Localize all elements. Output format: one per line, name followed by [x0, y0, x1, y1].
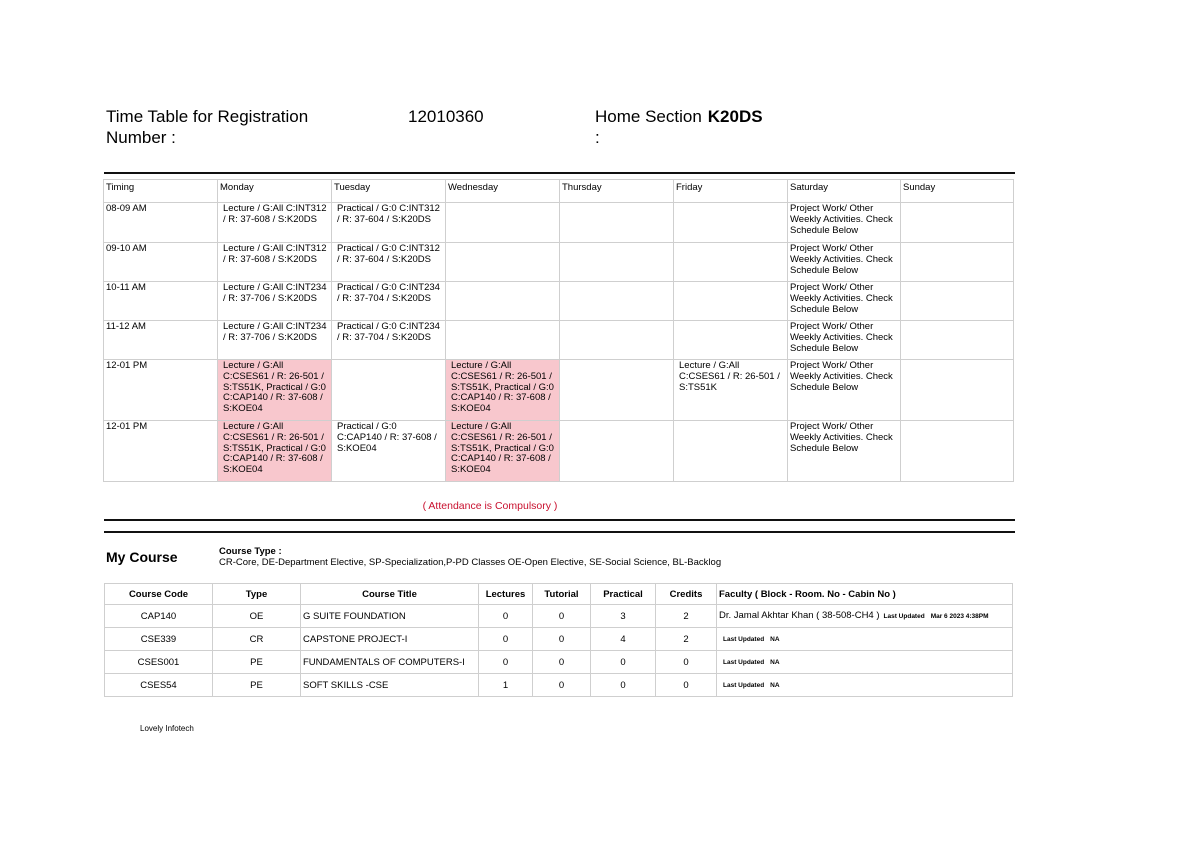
- timetable-row: [104, 360, 1014, 421]
- faculty-name: Dr. Jamal Akhtar Khan ( 38-508-CH4 ): [719, 610, 880, 621]
- last-updated-value: NA: [770, 682, 780, 689]
- last-updated-label: Last Updated: [723, 636, 765, 643]
- course-tutorial: 0: [533, 674, 591, 697]
- col-credits: Credits: [656, 584, 717, 605]
- slot-cell: [218, 321, 332, 360]
- col-tutorial: Tutorial: [533, 584, 591, 605]
- course-code: CAP140: [105, 605, 213, 628]
- timetable-row: [104, 421, 1014, 482]
- course-faculty: [717, 651, 1013, 674]
- col-timing: Timing: [104, 180, 218, 203]
- col-course-title: Course Title: [301, 584, 479, 605]
- slot-cell: [218, 282, 332, 321]
- slot-cell: [218, 243, 332, 282]
- col-practical: Practical: [591, 584, 656, 605]
- last-updated-value: NA: [770, 636, 780, 643]
- slot-cell: [674, 360, 788, 421]
- timing-cell: 10-11 AM: [104, 282, 218, 321]
- slot-cell: [332, 421, 446, 482]
- timetable-grid: [103, 179, 1014, 482]
- course-row: [105, 651, 1013, 674]
- course-row: [105, 628, 1013, 651]
- course-code: CSES001: [105, 651, 213, 674]
- slot-text: Practical / G:0 C:INT234 / R: 37-704 / S:K20DS: [337, 282, 440, 304]
- course-table: [104, 583, 1013, 697]
- course-credits: 0: [656, 651, 717, 674]
- course-code: CSE339: [105, 628, 213, 651]
- slot-text: Lecture / G:All C:CSES61 / R: 26-501 / S:TS51K, Practical / G:0 C:CAP140 / R: 37-608 / S:KOE04: [223, 360, 326, 415]
- timetable-row: [104, 203, 1014, 243]
- timetable-row: [104, 243, 1014, 282]
- slot-cell: [332, 282, 446, 321]
- slot-cell: [901, 243, 1014, 282]
- slot-cell: [446, 243, 560, 282]
- home-section-value: K20DS: [707, 107, 763, 126]
- course-practical: 4: [591, 628, 656, 651]
- slot-text: Lecture / G:All C:INT234 / R: 37-706 / S:K20DS: [223, 282, 327, 304]
- slot-text: Practical / G:0 C:INT234 / R: 37-704 / S:K20DS: [337, 321, 440, 343]
- course-row: [105, 674, 1013, 697]
- slot-cell: Project Work/ Other Weekly Activities. Check Schedule Below: [788, 243, 901, 282]
- timing-cell: 08-09 AM: [104, 203, 218, 243]
- slot-cell-clash: [218, 360, 332, 421]
- course-credits: 2: [656, 628, 717, 651]
- slot-cell: [674, 282, 788, 321]
- slot-cell: Project Work/ Other Weekly Activities. Check Schedule Below: [788, 421, 901, 482]
- home-section-colon: :: [595, 128, 600, 147]
- course-credits: 2: [656, 605, 717, 628]
- col-monday: Monday: [218, 180, 332, 203]
- course-practical: 0: [591, 651, 656, 674]
- slot-cell: [332, 321, 446, 360]
- course-lectures: 0: [479, 605, 533, 628]
- course-title: CAPSTONE PROJECT-I: [301, 628, 479, 651]
- col-thursday: Thursday: [560, 180, 674, 203]
- timetable-row: [104, 321, 1014, 360]
- last-updated-label: Last Updated: [723, 682, 765, 689]
- timetable-header-row: [104, 180, 1014, 203]
- course-title: FUNDAMENTALS OF COMPUTERS-I: [301, 651, 479, 674]
- course-lectures: 1: [479, 674, 533, 697]
- slot-cell: Project Work/ Other Weekly Activities. Check Schedule Below: [788, 282, 901, 321]
- slot-cell: [446, 282, 560, 321]
- course-faculty: [717, 674, 1013, 697]
- col-faculty: Faculty ( Block - Room. No - Cabin No ): [717, 584, 1013, 605]
- slot-text: Lecture / G:All C:CSES61 / R: 26-501 / S:TS51K, Practical / G:0 C:CAP140 / R: 37-608 / S:KOE04: [451, 421, 554, 476]
- slot-cell: [332, 243, 446, 282]
- timing-cell: 09-10 AM: [104, 243, 218, 282]
- header-divider: [104, 172, 1015, 174]
- course-title: SOFT SKILLS -CSE: [301, 674, 479, 697]
- slot-cell: [560, 321, 674, 360]
- slot-text: Lecture / G:All C:INT312 / R: 37-608 / S:K20DS: [223, 203, 327, 225]
- col-course-code: Course Code: [105, 584, 213, 605]
- slot-text: Lecture / G:All C:INT234 / R: 37-706 / S:K20DS: [223, 321, 327, 343]
- course-lectures: 0: [479, 628, 533, 651]
- course-credits: 0: [656, 674, 717, 697]
- slot-cell: [332, 203, 446, 243]
- slot-text: Lecture / G:All C:CSES61 / R: 26-501 / S:TS51K: [679, 360, 780, 393]
- last-updated-label: Last Updated: [883, 613, 925, 620]
- slot-text: Lecture / G:All C:INT312 / R: 37-608 / S:K20DS: [223, 243, 327, 265]
- timing-cell: 12-01 PM: [104, 360, 218, 421]
- slot-cell: [901, 360, 1014, 421]
- course-tutorial: 0: [533, 628, 591, 651]
- slot-cell: [560, 421, 674, 482]
- course-type: OE: [213, 605, 301, 628]
- slot-cell: [560, 243, 674, 282]
- timing-cell: 11-12 AM: [104, 321, 218, 360]
- timetable-row: [104, 282, 1014, 321]
- course-code: CSES54: [105, 674, 213, 697]
- course-row: [105, 605, 1013, 628]
- col-sunday: Sunday: [901, 180, 1014, 203]
- slot-text: Lecture / G:All C:CSES61 / R: 26-501 / S:TS51K, Practical / G:0 C:CAP140 / R: 37-608 / S:KOE04: [223, 421, 326, 476]
- col-lectures: Lectures: [479, 584, 533, 605]
- footer-credit: Lovely Infotech: [140, 724, 194, 733]
- slot-cell: [560, 282, 674, 321]
- course-tutorial: 0: [533, 651, 591, 674]
- slot-cell: [674, 203, 788, 243]
- course-lectures: 0: [479, 651, 533, 674]
- slot-cell: [901, 282, 1014, 321]
- home-section-label: Home Section: [595, 107, 702, 126]
- last-updated-label: Last Updated: [723, 659, 765, 666]
- col-friday: Friday: [674, 180, 788, 203]
- slot-cell: Project Work/ Other Weekly Activities. Check Schedule Below: [788, 321, 901, 360]
- course-tutorial: 0: [533, 605, 591, 628]
- slot-cell-clash: [446, 421, 560, 482]
- slot-cell: Project Work/ Other Weekly Activities. Check Schedule Below: [788, 203, 901, 243]
- last-updated-value: NA: [770, 659, 780, 666]
- my-course-title: My Course: [106, 549, 178, 565]
- course-practical: 0: [591, 674, 656, 697]
- attendance-note-text: ( Attendance is Compulsory ): [422, 500, 558, 512]
- col-wednesday: Wednesday: [446, 180, 560, 203]
- last-updated-value: Mar 6 2023 4:38PM: [930, 613, 989, 620]
- course-faculty: [717, 628, 1013, 651]
- slot-cell: [674, 421, 788, 482]
- col-tuesday: Tuesday: [332, 180, 446, 203]
- slot-cell: [218, 203, 332, 243]
- slot-text: Practical / G:0 C:CAP140 / R: 37-608 / S:KOE04: [337, 421, 437, 454]
- slot-cell: [446, 203, 560, 243]
- course-faculty: [717, 605, 1013, 628]
- slot-cell: [560, 360, 674, 421]
- col-saturday: Saturday: [788, 180, 901, 203]
- slot-cell: [446, 321, 560, 360]
- slot-text: Practical / G:0 C:INT312 / R: 37-604 / S:K20DS: [337, 203, 440, 225]
- timetable-header-label: Time Table for Registration Number :: [106, 107, 309, 147]
- course-type: PE: [213, 651, 301, 674]
- registration-number: 12010360: [408, 107, 484, 126]
- col-type: Type: [213, 584, 301, 605]
- section-divider-bottom: [104, 531, 1015, 533]
- attendance-note: [0, 500, 1000, 512]
- course-type-label: Course Type :: [219, 546, 282, 557]
- course-title: G SUITE FOUNDATION: [301, 605, 479, 628]
- timing-cell: 12-01 PM: [104, 421, 218, 482]
- slot-cell: [901, 421, 1014, 482]
- slot-cell: [901, 321, 1014, 360]
- course-header-row: [105, 584, 1013, 605]
- slot-cell-clash: [446, 360, 560, 421]
- slot-text: Lecture / G:All C:CSES61 / R: 26-501 / S:TS51K, Practical / G:0 C:CAP140 / R: 37-608 / S:KOE04: [451, 360, 554, 415]
- slot-cell: [332, 360, 446, 421]
- section-divider-top: [104, 519, 1015, 521]
- slot-cell: [674, 321, 788, 360]
- slot-text: Practical / G:0 C:INT312 / R: 37-604 / S:K20DS: [337, 243, 440, 265]
- slot-cell: [901, 203, 1014, 243]
- home-section: [595, 106, 795, 148]
- course-type-legend: CR-Core, DE-Department Elective, SP-Specialization,P-PD Classes OE-Open Elective, SE-Social Science, BL-Backlog: [219, 557, 722, 568]
- slot-cell: Project Work/ Other Weekly Activities. Check Schedule Below: [788, 360, 901, 421]
- slot-cell: [560, 203, 674, 243]
- course-type: PE: [213, 674, 301, 697]
- course-practical: 3: [591, 605, 656, 628]
- slot-cell: [674, 243, 788, 282]
- course-type: CR: [213, 628, 301, 651]
- slot-cell-clash: [218, 421, 332, 482]
